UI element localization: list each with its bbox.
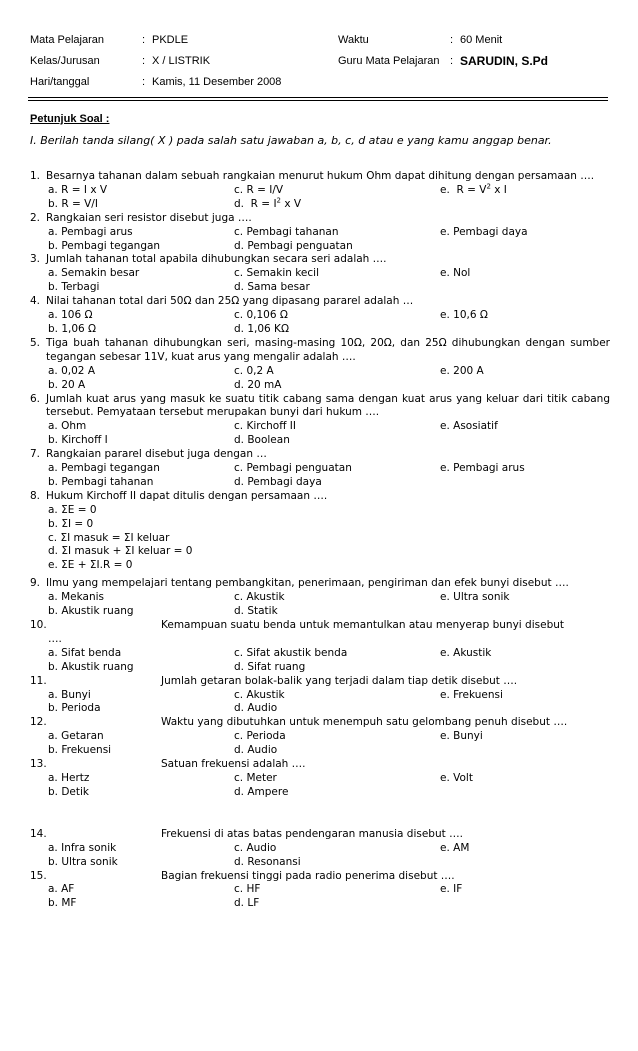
option-d[interactable]: d. $R = I^2$ x V (234, 196, 302, 210)
option-d[interactable]: d. Statik (234, 605, 278, 618)
option-a[interactable]: a. AF (48, 883, 75, 896)
option-c[interactable]: c. Semakin kecil (234, 267, 319, 280)
option-d[interactable]: d. 20 mA (234, 378, 282, 391)
question-number: 10. (30, 619, 47, 631)
option-e[interactable]: e. Frekuensi (440, 688, 503, 701)
option-c[interactable]: c. R = I/V (234, 183, 284, 196)
option-b[interactable]: b. Pembagi tahanan (48, 475, 154, 488)
option-a[interactable]: a. Pembagi tegangan (48, 462, 160, 475)
question-text: Rangkaian pararel disebut juga dengan … (46, 448, 267, 461)
teacher-label: Guru Mata Pelajaran (338, 55, 440, 67)
question-number: 6. (30, 392, 41, 405)
colon: : (142, 55, 146, 67)
question (30, 337, 610, 393)
option-a[interactable]: a. R = I x V (48, 183, 108, 196)
question-text: Nilai tahanan total dari 50Ω dan 25Ω yang dipasang pararel adalah … (46, 295, 414, 308)
option-d[interactable]: d. Boolean (234, 434, 290, 447)
option-c[interactable]: c. 0,2 A (234, 364, 274, 377)
option-b[interactable]: b. Ultra sonik (48, 855, 118, 868)
option-a[interactable]: a. Sifat benda (48, 646, 122, 659)
class-value: X / LISTRIK (152, 55, 211, 67)
header-row (30, 76, 610, 90)
question-number: 2. (30, 211, 41, 224)
option-d[interactable]: d. Resonansi (234, 855, 301, 868)
question-number: 5. (30, 336, 41, 349)
option-c[interactable]: c. Pembagi tahanan (234, 225, 339, 238)
question-text: Rangkaian seri resistor disebut juga …. (46, 211, 252, 224)
question-list (30, 170, 610, 911)
header-row (30, 55, 610, 69)
question-number: 8. (30, 489, 41, 502)
option-a[interactable]: a. ΣE = 0 (48, 503, 97, 516)
option-d[interactable]: d. Sama besar (234, 281, 310, 294)
option-a[interactable]: a. Ohm (48, 420, 87, 433)
option-b[interactable]: b. Perioda (48, 702, 101, 715)
question-text: Tiga buah tahanan dihubungkan seri, masing-masing 10Ω, 20Ω, dan 25Ω dihubungkan dengan sumber tegangan sebesar 11V, kuat arus yang mengalir adalah …. (46, 336, 610, 363)
option-e[interactable]: e. Nol (440, 267, 471, 280)
header-row (30, 34, 610, 48)
option-c[interactable]: c. Audio (234, 841, 277, 854)
option-c[interactable]: c. Perioda (234, 730, 286, 743)
question (30, 212, 610, 254)
option-e[interactable]: e. 200 A (440, 364, 484, 377)
subject-label: Mata Pelajaran (30, 34, 104, 46)
question (30, 619, 610, 675)
question-text-continuation: …. (48, 632, 62, 645)
question-number: 11. (30, 674, 47, 687)
question (30, 716, 610, 758)
instruction-text: I. Berilah tanda silang( X ) pada salah satu jawaban a, b, c, d atau e yang kamu anggap benar. (30, 134, 552, 147)
option-d[interactable]: d. Ampere (234, 785, 289, 798)
question (30, 828, 610, 870)
question-number: 15. (30, 869, 47, 882)
spacer (30, 800, 610, 828)
option-d[interactable]: d. Sifat ruang (234, 660, 306, 673)
option-b[interactable]: b. Terbagi (48, 281, 100, 294)
option-d[interactable]: d. Audio (234, 702, 278, 715)
colon: : (450, 55, 454, 67)
question-number: 12. (30, 716, 47, 729)
question-text: Kemampuan suatu benda untuk memantulkan atau menyerap bunyi disebut (161, 619, 565, 631)
question (30, 393, 610, 449)
question-number: 1. (30, 170, 41, 182)
option-d[interactable]: d. 1,06 KΩ (234, 322, 289, 335)
instructions-heading: Petunjuk Soal : (30, 113, 110, 125)
option-a[interactable]: a. Infra sonik (48, 841, 117, 854)
question-text: Bagian frekuensi tinggi pada radio penerima disebut …. (161, 869, 455, 882)
question-text: Jumlah getaran bolak-balik yang terjadi dalam tiap detik disebut …. (161, 674, 518, 687)
option-d[interactable]: d. Audio (234, 744, 278, 757)
option-b[interactable]: b. Pembagi tegangan (48, 239, 161, 252)
option-c[interactable]: c. Akustik (234, 688, 285, 701)
option-e[interactable]: e. $R = V^2$ x I (440, 182, 507, 196)
question-text: Ilmu yang mempelajari tentang pembangkitan, penerimaan, pengiriman dan efek bunyi disebut …. (46, 577, 569, 590)
subject-value: PKDLE (152, 34, 189, 46)
option-b[interactable]: b. ΣI = 0 (48, 517, 94, 530)
colon: : (142, 76, 146, 88)
option-a[interactable]: a. Mekanis (48, 591, 105, 604)
option-a[interactable]: a. 0,02 A (48, 364, 96, 377)
option-a[interactable]: a. Getaran (48, 730, 104, 743)
option-b[interactable]: b. 20 A (48, 378, 86, 391)
option-d[interactable]: d. ΣI masuk + ΣI keluar = 0 (48, 545, 193, 558)
question-number: 4. (30, 295, 41, 308)
question (30, 170, 610, 212)
question (30, 490, 610, 573)
question-number: 9. (30, 577, 41, 590)
time-value: 60 Menit (460, 34, 503, 46)
date-label: Hari/tanggal (30, 76, 90, 88)
option-c[interactable]: c. Sifat akustik benda (234, 646, 348, 659)
question-text: Frekuensi di atas batas pendengaran manusia disebut …. (161, 827, 463, 840)
option-b[interactable]: b. Frekuensi (48, 744, 112, 757)
question (30, 870, 610, 912)
option-a[interactable]: a. Bunyi (48, 688, 91, 701)
option-e[interactable]: e. Bunyi (440, 730, 483, 743)
question (30, 675, 610, 717)
question-text: Jumlah tahanan total apabila dihubungkan secara seri adalah …. (46, 253, 387, 266)
option-e[interactable]: e. AM (440, 841, 470, 854)
option-d[interactable]: d. Pembagi penguatan (234, 239, 353, 252)
header-divider (28, 100, 608, 101)
question-text: Hukum Kirchoff II dapat ditulis dengan persamaan …. (46, 489, 328, 502)
option-a[interactable]: a. Semakin besar (48, 267, 140, 280)
question-number: 3. (30, 253, 41, 266)
question (30, 758, 610, 800)
option-a[interactable]: a. 106 Ω (48, 309, 93, 322)
option-c[interactable]: c. Akustik (234, 591, 285, 604)
option-e[interactable]: e. IF (440, 883, 463, 896)
option-d[interactable]: d. Pembagi daya (234, 475, 322, 488)
teacher-name: SARUDIN, S.Pd (460, 54, 549, 68)
option-b[interactable]: b. Akustik ruang (48, 660, 134, 673)
option-b[interactable]: b. 1,06 Ω (48, 322, 97, 335)
option-b[interactable]: b. Kirchoff I (48, 434, 108, 447)
time-label: Waktu (338, 34, 369, 46)
question-text: Waktu yang dibutuhkan untuk menempuh satu gelombang penuh disebut …. (161, 716, 568, 729)
class-label: Kelas/Jurusan (30, 55, 100, 67)
option-e[interactable]: e. 10,6 Ω (440, 309, 488, 322)
option-d[interactable]: d. LF (234, 897, 260, 910)
option-e[interactable]: e. Pembagi daya (440, 225, 528, 238)
option-b[interactable]: b. Detik (48, 785, 90, 798)
date-value: Kamis, 11 Desember 2008 (152, 76, 282, 88)
header-divider (28, 97, 608, 98)
question-text: Jumlah kuat arus yang masuk ke suatu titik cabang sama dengan kuat arus yang keluar dari titik cabang tersebut. Pemyataan tersebut merupakan bunyi dari hukum …. (46, 392, 610, 419)
option-e[interactable]: e. Pembagi arus (440, 462, 525, 475)
question (30, 295, 610, 337)
option-e[interactable]: e. Akustik (440, 646, 492, 659)
question (30, 448, 610, 490)
option-a[interactable]: a. Pembagi arus (48, 225, 133, 238)
colon: : (450, 34, 454, 46)
option-c[interactable]: c. 0,106 Ω (234, 309, 288, 322)
option-c[interactable]: c. Meter (234, 771, 277, 784)
option-c[interactable]: c. Kirchoff II (234, 420, 296, 433)
option-e[interactable]: e. Volt (440, 771, 473, 784)
option-b[interactable]: b. R = V/I (48, 197, 98, 210)
question-number: 13. (30, 758, 47, 771)
option-e[interactable]: e. ΣE + ΣI.R = 0 (48, 559, 133, 572)
option-e[interactable]: e. Ultra sonik (440, 591, 510, 604)
question-text: Besarnya tahanan dalam sebuah rangkaian menurut hukum Ohm dapat dihitung dengan persamaan …. (46, 170, 595, 182)
option-c[interactable]: c. Pembagi penguatan (234, 462, 352, 475)
question-number: 14. (30, 827, 47, 840)
option-b[interactable]: b. Akustik ruang (48, 605, 134, 618)
question (30, 577, 610, 619)
option-e[interactable]: e. Asosiatif (440, 420, 498, 433)
option-c[interactable]: c. HF (234, 883, 261, 896)
colon: : (142, 34, 146, 46)
option-a[interactable]: a. Hertz (48, 771, 90, 784)
option-b[interactable]: b. MF (48, 897, 77, 910)
option-c[interactable]: c. ΣI masuk = ΣI keluar (48, 531, 170, 544)
question-number: 7. (30, 448, 41, 461)
question (30, 253, 610, 295)
question-text: Satuan frekuensi adalah …. (161, 758, 306, 771)
